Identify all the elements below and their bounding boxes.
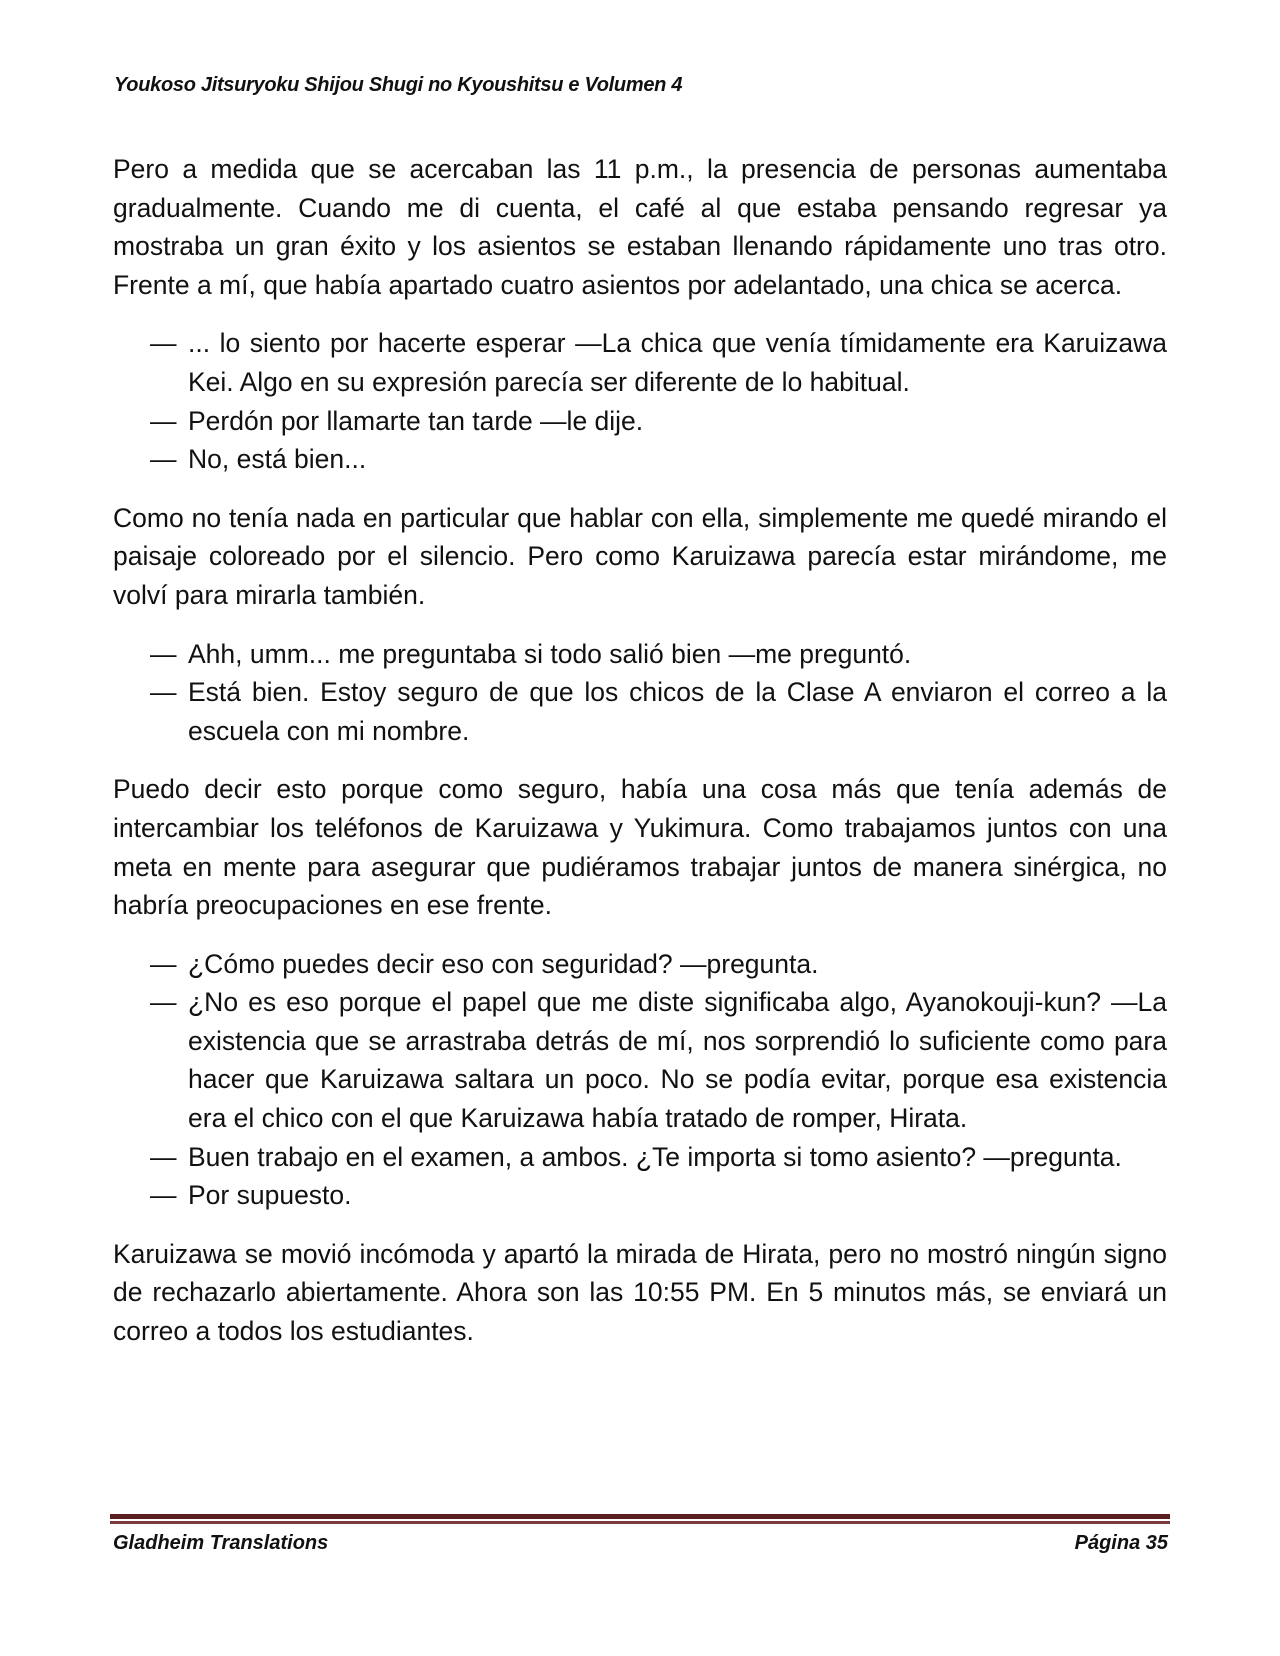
dialogue-dash: — bbox=[150, 677, 177, 708]
paragraph: Como no tenía nada en particular que hablar con ella, simplemente me quedé mirando el paisaje coloreado por el silencio. Pero como Karuizawa parecía estar mirándome, me volví para mirarla también. bbox=[113, 502, 1167, 610]
dialogue-text: Está bien. Estoy seguro de que los chicos de la Clase A enviaron el correo a la escuela con mi nombre. bbox=[188, 677, 1167, 746]
page-number: Página 35 bbox=[1074, 1532, 1168, 1554]
dialogue-dash: — bbox=[150, 987, 177, 1018]
dialogue-line bbox=[113, 1138, 1167, 1177]
dialogue-dash: — bbox=[150, 328, 177, 359]
dialogue-line bbox=[113, 673, 1167, 750]
dialogue-line bbox=[113, 440, 1167, 479]
dialogue-text: Por supuesto. bbox=[188, 1180, 352, 1211]
paragraph: Karuizawa se movió incómoda y apartó la mirada de Hirata, pero no mostró ningún signo de rechazarlo abiertamente. Ahora son las 10:55 PM. En 5 minutos más, se enviará un correo a todos los estudiantes. bbox=[113, 1238, 1167, 1347]
paragraph: Puedo decir esto porque como seguro, había una cosa más que tenía además de intercambiar los teléfonos de Karuizawa y Yukimura. Como trabajamos juntos con una meta en mente para asegurar que pudiéramos trabajar juntos de manera sinérgica, no habría preocupaciones en ese frente. bbox=[113, 774, 1167, 921]
dialogue-dash: — bbox=[150, 444, 177, 475]
footer-publisher: Gladheim Translations bbox=[113, 1532, 329, 1554]
dialogue-text: Perdón por llamarte tan tarde —le dije. bbox=[188, 405, 644, 436]
dialogue-line bbox=[113, 1176, 1167, 1215]
dialogue-dash: — bbox=[150, 1141, 177, 1172]
dialogue-text: ¿No es eso porque el papel que me diste significaba algo, Ayanokouji-kun? —La existencia que se arrastraba detrás de mí, nos sorprendió lo suficiente como para hacer que Karuizawa saltara un poco. No se podía evitar, porque esa existencia era el chico con el que Karuizawa había tratado de romper, Hirata. bbox=[188, 987, 1167, 1134]
page-body bbox=[113, 150, 1167, 1371]
dialogue-text: ... lo siento por hacerte esperar —La chica que venía tímidamente era Karuizawa Kei. Algo en su expresión parecía ser diferente de lo habitual. bbox=[188, 328, 1167, 397]
dialogue-block bbox=[113, 635, 1167, 751]
dialogue-dash: — bbox=[150, 638, 177, 669]
footer-divider bbox=[110, 1514, 1170, 1521]
dialogue-block bbox=[113, 945, 1167, 1215]
dialogue-text: No, está bien... bbox=[188, 444, 367, 475]
paragraph: Pero a medida que se acercaban las 11 p.m., la presencia de personas aumentaba gradualmente. Cuando me di cuenta, el café al que estaba pensando regresar ya mostraba un gran éxito y los asientos se estaban llenando rápidamente uno tras otro. Frente a mí, que había apartado cuatro asientos por adelantado, una chica se acerca. bbox=[113, 154, 1167, 300]
running-header: Youkoso Jitsuryoku Shijou Shugi no Kyoushitsu e Volumen 4 bbox=[114, 74, 683, 96]
dialogue-line bbox=[113, 402, 1167, 441]
dialogue-line bbox=[113, 945, 1167, 984]
dialogue-text: Ahh, umm... me preguntaba si todo salió bien —me preguntó. bbox=[188, 638, 912, 669]
dialogue-text: Buen trabajo en el examen, a ambos. ¿Te importa si tomo asiento? —pregunta. bbox=[188, 1141, 1122, 1172]
dialogue-line bbox=[113, 635, 1167, 674]
dialogue-dash: — bbox=[150, 948, 177, 979]
dialogue-line bbox=[113, 324, 1167, 401]
dialogue-dash: — bbox=[150, 1180, 177, 1211]
dialogue-line bbox=[113, 983, 1167, 1137]
dialogue-dash: — bbox=[150, 405, 177, 436]
dialogue-block bbox=[113, 324, 1167, 478]
dialogue-text: ¿Cómo puedes decir eso con seguridad? —pregunta. bbox=[188, 948, 819, 979]
